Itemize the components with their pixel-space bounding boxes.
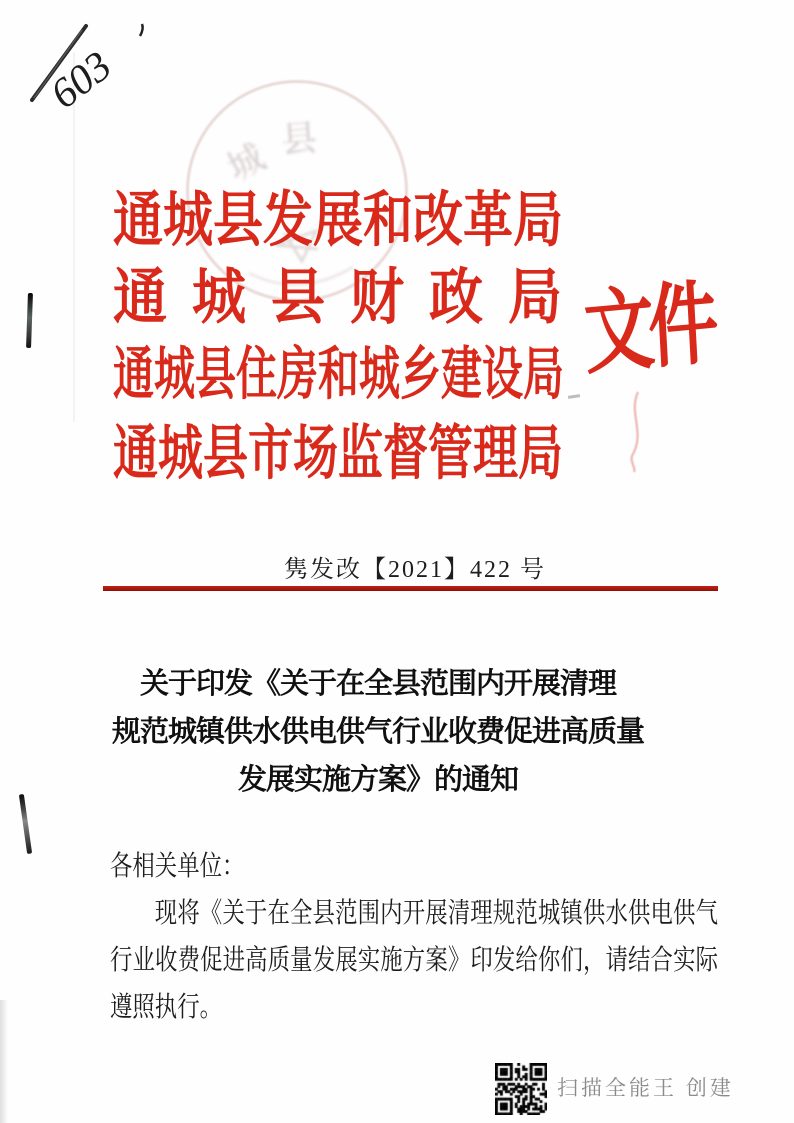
salutation: 各相关单位： [110, 851, 245, 882]
document-body [110, 843, 718, 1031]
title-line: 规范城镇供水供电供气行业收费促进高质量 [111, 716, 644, 748]
document-type-label: 文件 [581, 272, 715, 385]
binding-mark-bottom [19, 794, 32, 854]
scanner-watermark-text: 扫描全能王 创建 [557, 1077, 734, 1100]
title-line: 发展实施方案》的通知 [237, 764, 518, 796]
stray-dash-artifact [568, 394, 580, 399]
seal-character: 城 [220, 136, 272, 189]
handwritten-note [12, 6, 182, 124]
issuer-line-housing-construction-bureau: 通城县住房和城乡建设局 [113, 341, 564, 407]
red-separator-rule [103, 586, 718, 591]
issuer-line-development-reform-bureau: 通城县发展和改革局 [113, 186, 563, 254]
scan-edge-shadow [0, 1000, 8, 1123]
title-line: 关于印发《关于在全县范围内开展清理 [139, 668, 616, 700]
document-number: 隽发改【2021】422 号 [284, 557, 546, 583]
document-title [88, 660, 668, 804]
qr-code [495, 1063, 547, 1115]
issuer-line-market-supervision-bureau: 通城县市场监督管理局 [113, 419, 564, 487]
seal-character: 县 [279, 117, 319, 161]
issuer-line-finance-bureau: 通城县财政局 [113, 263, 587, 331]
handwritten-number: 603 [42, 42, 121, 118]
binding-mark-top [26, 293, 33, 348]
body-paragraph: 现将《关于在全县范围内开展清理规范城镇供水供电供气行业收费促进高质量发展实施方案》印发给你们，请结合实际遵照执行。 [110, 898, 719, 1023]
ink-smudge-artifact [622, 390, 662, 475]
